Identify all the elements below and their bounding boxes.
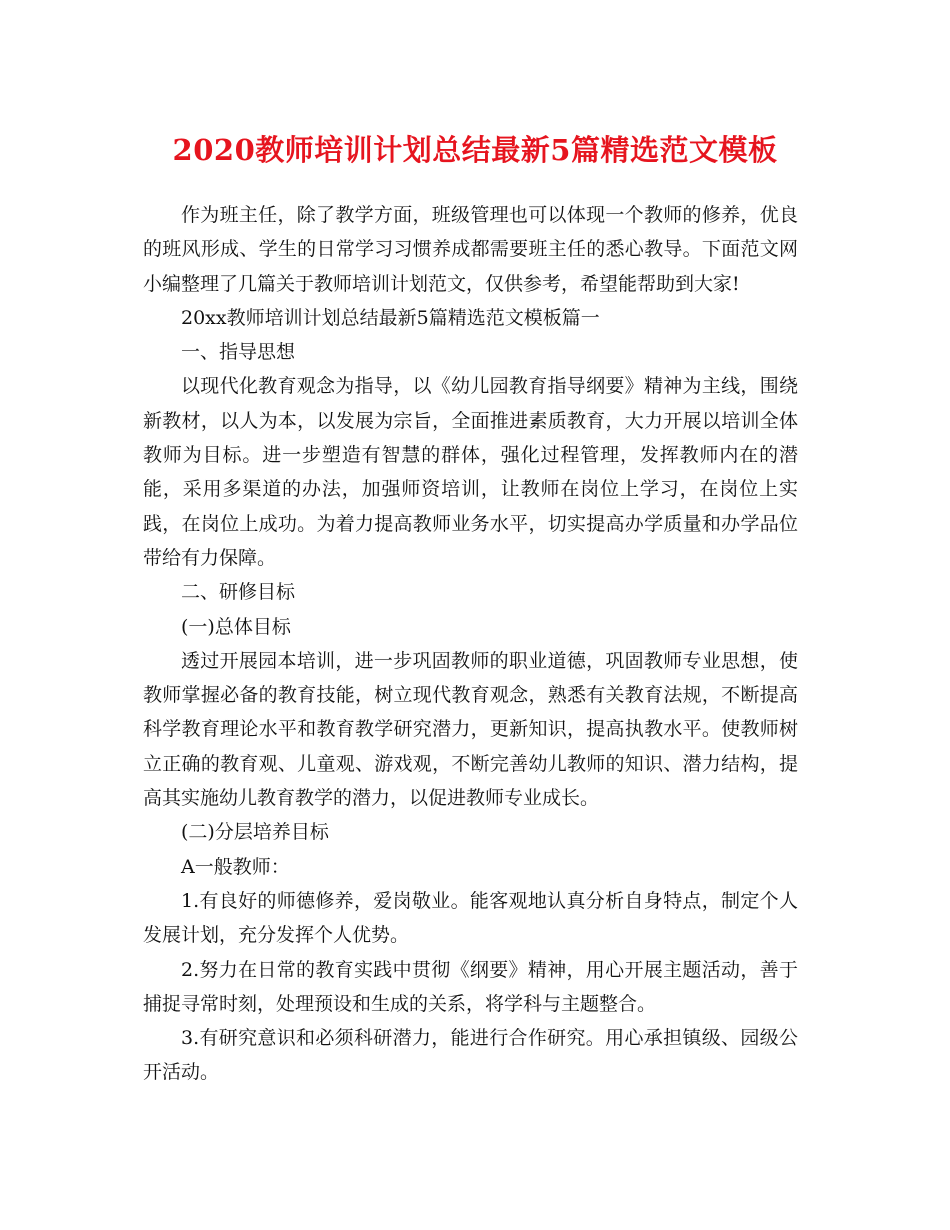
paragraph-guiding-thought: 以现代化教育观念为指导，以《幼儿园教育指导纲要》精神为主线，围绕新教材，以人为本，以发展为宗旨，全面推进素质教育，大力开展以培训全体教师为目标。进一步塑造有智慧的群体，强化过程管理，发挥教师内在的潜能，采用多渠道的办法，加强师资培训，让教师在岗位上学习，在岗位上实践，在岗位上成功。为着力提高教师业务水平，切实提高办学质量和办学品位带给有力保障。 bbox=[143, 375, 798, 569]
list-item-1: 1.有良好的师德修养，爱岗敬业。能客观地认真分析自身特点，制定个人发展计划，充分发挥个人优势。 bbox=[143, 889, 798, 947]
paragraph-article-heading: 20xx教师培训计划总结最新5篇精选范文模板篇一 bbox=[181, 306, 600, 329]
paragraph-intro: 作为班主任，除了教学方面，班级管理也可以体现一个教师的修养，优良的班风形成、学生的日常学习习惯养成都需要班主任的悉心教导。下面范文网小编整理了几篇关于教师培训计划范文，仅供参考，希望能帮助到大家! bbox=[143, 204, 798, 295]
paragraph-overall-goal: 透过开展园本培训，进一步巩固教师的职业道德，巩固教师专业思想，使教师掌握必备的教育技能，树立现代教育观念，熟悉有关教育法规，不断提高科学教育理论水平和教育教学研究潜力，更新知识，提高执教水平。使教师树立正确的教育观、儿童观、游戏观，不断完善幼儿教师的知识、潜力结构，提高其实施幼儿教育教学的潜力，以促进教师专业成长。 bbox=[143, 649, 798, 810]
section-heading-training-goals: 二、研修目标 bbox=[181, 581, 296, 604]
subheading-tiered-goals: (二)分层培养目标 bbox=[181, 821, 329, 844]
list-item-2: 2.努力在日常的教育实践中贯彻《纲要》精神，用心开展主题活动，善于捕捉寻常时刻，处理预设和生成的关系，将学科与主题整合。 bbox=[143, 958, 798, 1015]
list-item-3: 3.有研究意识和必须科研潜力，能进行合作研究。用心承担镇级、园级公开活动。 bbox=[143, 1027, 798, 1084]
document-title: 2020教师培训计划总结最新5篇精选范文模板 bbox=[172, 133, 778, 167]
subheading-general-teachers: A一般教师： bbox=[181, 855, 290, 878]
section-heading-guiding-thought: 一、指导思想 bbox=[181, 341, 296, 364]
document-body bbox=[143, 198, 798, 1090]
subheading-overall-goal: (一)总体目标 bbox=[181, 615, 291, 638]
